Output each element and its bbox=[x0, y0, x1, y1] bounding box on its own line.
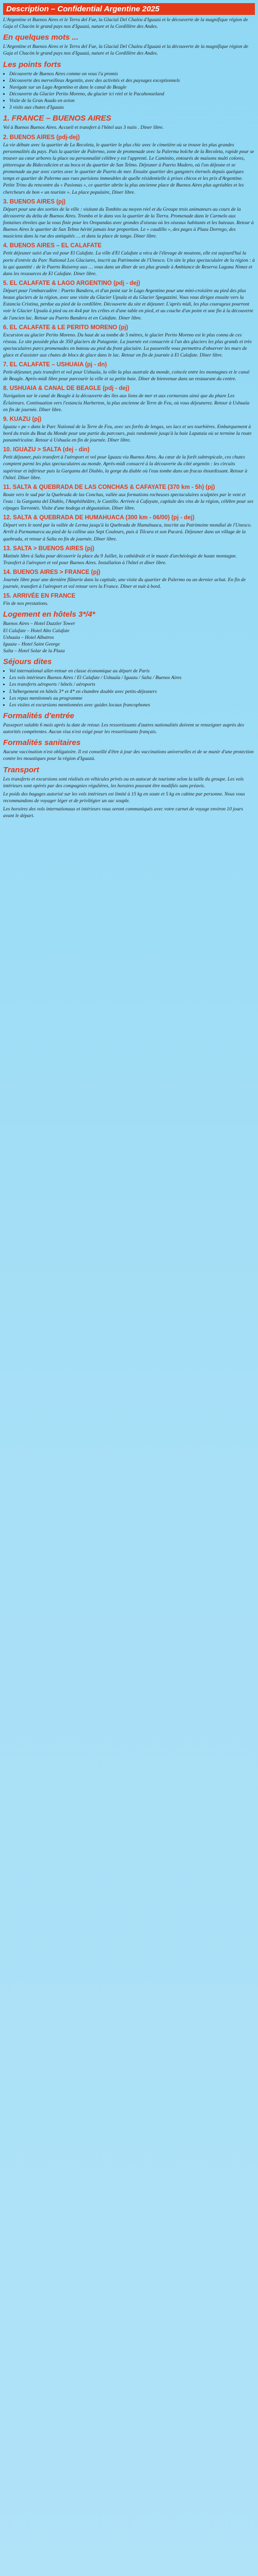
day-text: Petit déjeuner suivi d'un vol pour El Calafate. La ville d'El Calafate a vécu de l'élevage de moutons, elle est aujourd'hui la porte d'entrée du Parc National Los Glaciares, inscrit au Patrimoine de l'Unesco. Un site le plus spectaculaire de la région : à la qui quantité : de le Puerto Ruiseroy aux … vous dans un dîner de ses plus grande à Ambiance de Reserva Laguna Nimez et dans les ressources de El Calafate. Diner libre. bbox=[3, 250, 255, 277]
formalities-title: Formalités d'entrée bbox=[3, 711, 74, 720]
highlight-item: • Visite de la Gran Asado en avion bbox=[9, 97, 255, 104]
day-text: Excursion au glacier Perito Moreno. Du haut de sa tombe de 5 mètres, le glacier Perito Moreno est le plus connu de ces réseau. Le site possède plus de 350 glaciers de Patagonie. La journée est consacrée à l'un des glaciers les plus grands et très spectaculaires parcs promenades en bateau au pied du front glaciaire. La passerelle vous permettra d'observer les murs de glace et d'assister aux chutes de blocs de glace dans le lac. Retour en fin de journée à El Calafate. Dîner libre. bbox=[3, 332, 252, 359]
formalities-text: Passeport valable 6 mois après la date de retour. Les ressortissants d'autres nationalités doivent se renseigner auprès des autorités compétentes. Aucun visa n'est exigé pour les ressortissants français. bbox=[3, 722, 244, 735]
health-text: Aucune vaccination n'est obligatoire. Il est conseillé d'être à jour des vaccinations universelles et de se munir d'une protection contre les moustiques pour la région d'Iguazú. bbox=[3, 749, 254, 762]
document-page bbox=[0, 0, 258, 819]
hotels-title: Logement en hôtels 3*/4* bbox=[3, 610, 95, 619]
day-text: Départ pour une des sorties de la ville : visitant du Tombito au moyen réel et du Groupe trois animateurs au cours de la découverte du delta de Buenos Aires. Trombo et le dans vos la quartier de la Tierra. Promenade dans le Carmelo aux fontaines étroites que la vous finie pour les Oropandas avec grondes d'oiseau où les oiseaux habitants et les bateaux. Retour à Buenos Aires le quartier de San Telmo hérité jamais leur proportion. Le « caudillo », des pages à Plaza Dorrego, des musiciens dans la rue des antiquités … et dans la place de tango. Diner libre. bbox=[3, 206, 254, 240]
day-title: 3. BUENOS AIRES (pj) bbox=[3, 198, 66, 205]
day-title: 5. EL CALAFATE & LAGO ARGENTINO (pdj - dej) bbox=[3, 280, 140, 286]
highlight-item: • Découverte de Buenos Aires comme on vous l'a promis bbox=[9, 71, 255, 77]
day-text: Matinée libre à Salta pour découvrir la place du 9 Juillet, la cathédrale et le musée d'archéologie de haute montagne. Transfert à l'aéroport et vol pour Buenos Aires. Installation à l'hôtel et dîner libre. bbox=[3, 553, 237, 566]
hotel-line: El Calafate – Hotel Alto Calafate bbox=[3, 628, 70, 634]
day-title: 11. SALTA & QUEBRADA DE LAS CONCHAS & CAFAYATE (370 km - 5h) (pj) bbox=[3, 484, 215, 490]
stay-title: Séjours dites bbox=[3, 657, 52, 667]
highlight-item: • 3 visits aux chutes d'Iguazu bbox=[9, 104, 255, 111]
hotel-line: Buenos Aires – Hotel Dazzler Tower bbox=[3, 621, 75, 627]
intro-paragraph: L'Argentine et Buenos Aires et le Terra del Fue, la Glacial Del Chaleu d'Iguazú et le découverte de la magnifique région de Gaja el Chacón le grand pays nos d'Iguazú, nature et la Cordillère des Andes. bbox=[3, 17, 248, 30]
day-title: 6. EL CALAFATE & LE PERITO MORENO (pj) bbox=[3, 324, 128, 331]
day-title: 14. BUENOS AIRES > FRANCE (pj) bbox=[3, 569, 101, 576]
transport-text: Les horaires des vols internationaux et intérieurs vous seront communiqués avec votre carnet de voyage environ 10 jours avant le départ. bbox=[3, 806, 244, 819]
day-text: Journée libre pour une dernière flânerie dans la capitale, une visite du quartier de Palermo ou un dernier achat. En fin de journée, transfert à l'aéroport et vol retour vers la France. Dîner et nuit à bord. bbox=[3, 577, 246, 590]
day-title: 13. SALTA > BUENOS AIRES (pj) bbox=[3, 545, 94, 552]
day-text: Fin de nos prestations. bbox=[3, 601, 49, 607]
day-text: Navigation sur le canal de Beagle à la découverte des îles aux lions de mer et aux cormorans ainsi que du phare Les Éclaireurs. Continuation vers l'estancia Harberton, la plus ancienne de Terre de Feu, où vous déjeunerez. Retour à Ushuaïa en fin de journée. Dîner libre. bbox=[3, 393, 250, 413]
section-glance-text: L'Argentine et Buenos Aires et le Terra del Fue, la Glacial Del Chaleu d'Iguazú et la découverte de la magnifique région de Gaja el Chacón le grand pays nos d'Iguazú, nature et la Cordillère des Andes. bbox=[3, 44, 248, 57]
transport-text: Les transferts et excursions sont réalisés en véhicules privés ou en autocar de tourisme selon la taille du groupe. Les vols intérieurs sont opérés par des compagnies régulières, les horaires pouvant être modifiés sans préavis. bbox=[3, 776, 244, 789]
hotel-line: Ushuaia – Hotel Albatros bbox=[3, 634, 54, 640]
day-title: 7. EL CALAFATE – USHUAIA (pj - dn) bbox=[3, 362, 107, 368]
hotel-line: Iguazu – Hotel Saint George bbox=[3, 641, 60, 647]
stay-item: • Les repas mentionnés au programme bbox=[9, 695, 255, 702]
health-title: Formalités sanitaires bbox=[3, 738, 81, 748]
day-1-text: Vol à Buenos Buenos Aires. Accueil et transfert à l'hôtel aux 3 nuits . Diner libre. bbox=[3, 125, 164, 131]
highlights-list bbox=[3, 71, 255, 111]
day-text: Départ pour l'embarcadère : Puerto Bandera, et d'un point sur le Lago Argentino pour une mini-croisière au pied des plus beaux glaciers de la région, avec une visite du Glacier Upsala et du Glacier Spegazzini. Vous vous dirigez ensuite vers la Estancia Cristina, perdue au pied de la cordillère. Découverte du site et déjeuner. L'après midi, les plus courageux pourront voir le Glacier Upsala à pied ou en 4x4 par les crêtes et d'une table en pied, et au couche d'un point et une fin à la découverte de l'ancien lac. Retour au Puerto Bandera et en Calafate. Diner libre. bbox=[3, 287, 253, 321]
stay-item: • Vol international aller-retour en classe économique au départ de Paris bbox=[9, 668, 255, 674]
transport-text: Le poids des bagages autorisé sur les vols intérieurs est limité à 15 kg en soute et 5 kg en cabine par personne. Nous vous recommandons de voyager léger et de privilégier un sac souple. bbox=[3, 791, 245, 804]
day-1-title: 1. FRANCE – BUENOS AIRES bbox=[3, 114, 111, 123]
day-text: Petit-déjeuner, puis transfert et vol pour Ushuaïa, la ville la plus australe du monde, coincée entre les montagnes et le canal de Beagle. Après-midi libre pour parcourir la ville et sa petite baie. Dîner de bienvenue dans un restaurant du centre. bbox=[3, 369, 250, 382]
stay-item: • Les vols intérieurs Buenos Aires / El Calafate / Ushuaïa / Iguazu / Salta / Buenos Aires bbox=[9, 674, 255, 681]
day-title: 10. IGUAZU > SALTA (dej - din) bbox=[3, 447, 90, 453]
highlight-item: • Découverte des merveilleux Argentin, avec des activités et des paysages exceptionnels bbox=[9, 77, 255, 84]
day-title: 15. ARRIVÉE EN FRANCE bbox=[3, 593, 76, 600]
transport-title: Transport bbox=[3, 765, 39, 774]
day-text: Petit déjeuner, puis transfert à l'aéroport et vol pour Iguazu via Buenos Aires. Au cœur de la forêt subtropicale, ces chutes comptent parmi les plus spectaculaires au monde. Après-midi consacré à la découverte du côté argentin : les circuits supérieur et inférieur puis la Garganta del Diablo, la gorge du diable où l'eau tombe dans un fracas étourdissant. Retour à l'hôtel. Dîner libre. bbox=[3, 454, 248, 481]
day-text: Départ vers le nord par la vallée de Lerma jusqu'à la Quebrada de Humahuaca, inscrite au Patrimoine mondial de l'Unesco. Arrêt à Purmamarca au pied de la colline aux Sept Couleurs, puis à Tilcara et son Pucará. Déjeuner dans un village de la quebrada, et retour à Salta en fin de journée. Dîner libre. bbox=[3, 522, 252, 542]
day-text: Route vers le sud par la Quebrada de las Conchas, vallée aux formations rocheuses spectaculaires sculptées par le vent et l'eau : la Garganta del Diablo, l'Amphithéâtre, le Castillo. Arrivée à Cafayate, capitale des vins de la région, célèbre pour ses cépages Torrontés. Visite d'une bodega et dégustation. Dîner libre. bbox=[3, 492, 253, 512]
day-title: 12. SALTA & QUEBRADA DE HUMAHUACA (300 km - 06/00) (pj - dej) bbox=[3, 515, 195, 521]
highlight-item: • Découverte du Glacier Perito Moreno, du glacier ici réel et le Pacahonseland bbox=[9, 91, 255, 97]
stay-item: • Les visites et excursions mentionnées avec guides locaux francophones bbox=[9, 702, 255, 708]
section-glance-title: En quelques mots ... bbox=[3, 33, 78, 42]
document-title: Description – Confidential Argentine 2025 bbox=[3, 3, 255, 15]
stay-item: • L'hébergement en hôtels 3* et 4* en chambre double avec petits-déjeuners bbox=[9, 688, 255, 695]
day-text: Iguazu « pe » dans le Parc National de la Terre de Feu, avec ses forêts de lengas, ses lacs et ses tourbières. Embarquement à bord du train du Bout du Monde pour une partie du parcours, puis randonnée jusqu'à la baie Lapataia où se termine la route panaméricaine. Retour à Ushuaïa en fin de journée. Dîner libre. bbox=[3, 423, 252, 444]
day-text: La vie débute avec la quartier de La Recoleta, le quartier le plus chic avec le cimetière où se trouve les plus grandes personnalités du pays. Puis la quartier de Palermo, zone de promenade avec la Palerma bolche de la Recoleta, rapide pour se trouver au cœur arbores la place ou personnalité célèbre y est l'apprenti. Le Caminito, entourés de maisons multi colores, pittoresque du Bidecodicien et au boca et du quartier de San Telmo. Déjeuner à Puerto Madero, où l'on déjeune et se promenade au par avec cartes avec le quartier de Puerto de mer. Ensuite quartier des gangsters éternels depuis quelques temps et quartier de Palermo aux rues parisiens immeubles de quelle résidentielle à prises chicos et les prix d'Argentine. Petite Trino du rencontre du « Pasionas », ce quartier abrite la plus ancienne place de Buenos Aires plus agréables et les chercheurs de bon « un touriste ». La place populaire, Diner libre. bbox=[3, 142, 254, 195]
day-title: 4. BUENOS AIRES – EL CALAFATE bbox=[3, 243, 102, 249]
day-title: 9. KUAZU (pj) bbox=[3, 416, 42, 422]
stay-list bbox=[3, 668, 255, 708]
highlight-item: • Navigate sur un Lago Argentino et dans le canal de Beagle bbox=[9, 84, 255, 91]
section-highlights-title: Les points forts bbox=[3, 60, 61, 69]
stay-item: • Les transferts aéroports / hôtels / aéroports bbox=[9, 681, 255, 688]
day-title: 2. BUENOS AIRES (pdj-dej) bbox=[3, 134, 80, 141]
hotel-line: Salta – Hotel Solar de la Plaza bbox=[3, 648, 65, 654]
day-title: 8. USHUAIA & CANAL DE BEAGLE (pdj - dej) bbox=[3, 385, 130, 392]
